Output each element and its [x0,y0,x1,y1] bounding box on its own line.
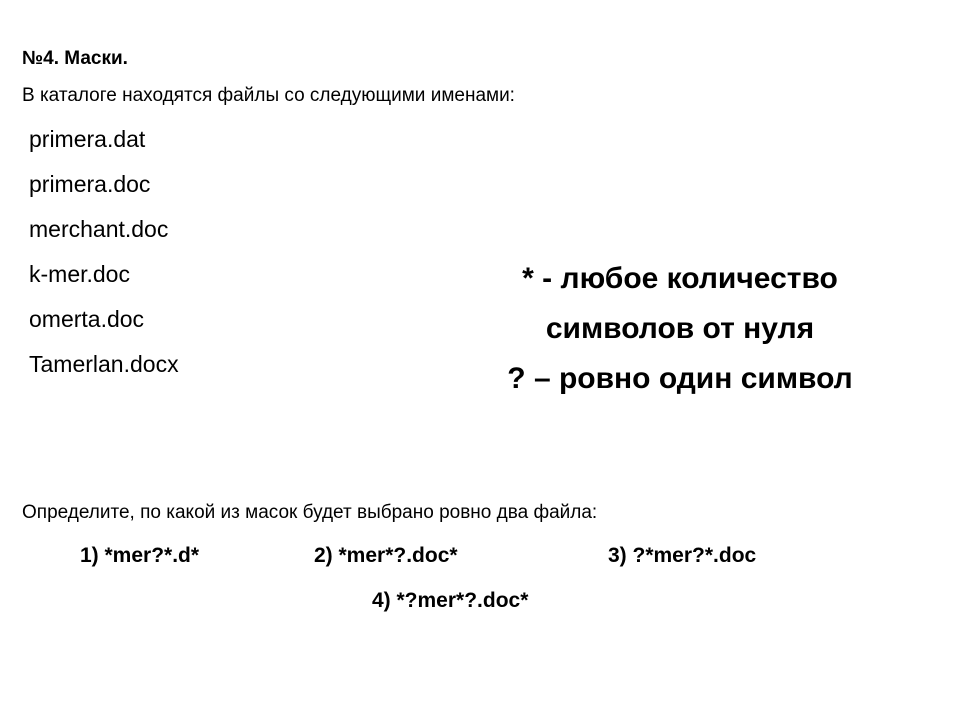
file-name: primera.doc [29,171,151,197]
legend-asterisk-line: * - любое количество [522,262,838,295]
slide-title: №4. Маски. [22,48,128,69]
legend-asterisk-line-cont: символов от нуля [545,312,815,345]
file-name: omerta.doc [29,306,145,332]
answer-option-4: 4) *?mer*?.doc* [372,589,529,612]
wildcard-legend [440,254,920,404]
legend-question-line: ? – ровно один символ [507,362,853,395]
file-name: merchant.doc [29,216,169,242]
file-name: k-mer.doc [29,261,130,287]
answer-option-3: 3) ?*mer?*.doc [608,544,757,567]
intro-text: В каталоге находятся файлы со следующими именами: [22,85,515,106]
file-list [29,124,179,394]
file-name: primera.dat [29,126,146,152]
question-text: Определите, по какой из масок будет выбрано ровно два файла: [22,502,598,523]
file-name: Tamerlan.docx [29,351,179,377]
answer-option-1: 1) *mer?*.d* [80,544,200,567]
answer-option-2: 2) *mer*?.doc* [314,544,458,567]
